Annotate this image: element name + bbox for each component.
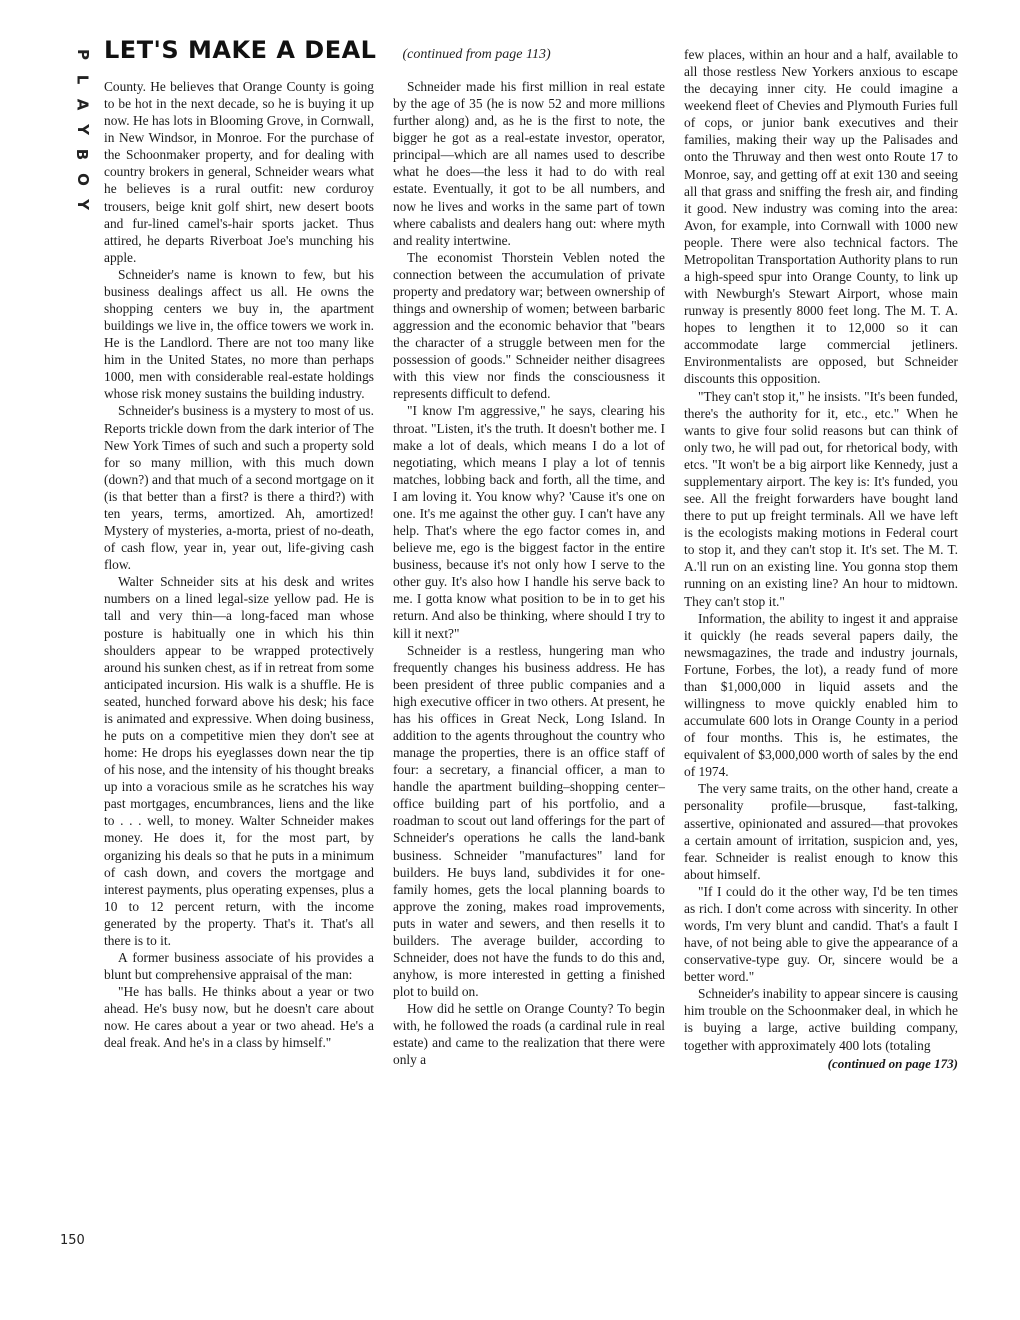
text-column-2 bbox=[393, 78, 665, 1069]
paragraph: A former business associate of his provides a blunt but comprehensive appraisal of the man: bbox=[104, 949, 374, 983]
continued-on-note: (continued on page 173) bbox=[827, 1055, 958, 1071]
paragraph: Schneider is a restless, hungering man who frequently changes his business address. He has been president of three public companies and a high executive officer in two others. At present, he has his offices in Great Neck, Long Island. In addition to the agents throughout the country who manage the properties, there is an office staff of four: a secretary, a financial officer, a man to handle the apartment building–shopping center–office building part of his portfolio, and a roadman to scout out land offerings for the part of Schneider's operations he calls the land-bank business. Schneider "manufactures" land for builders. He buys land, subdivides it for one-family homes, gets the local planning boards to approve the zoning, makes road improvements, puts in water and sewers, and then resells it to builders. The average builder, according to Schneider, does not have the funds to do this and, anyhow, is more interested in getting a finished plot to build on. bbox=[393, 642, 665, 1000]
text-column-1 bbox=[104, 78, 374, 1051]
paragraph: How did he settle on Orange County? To begin with, he followed the roads (a cardinal rule in real estate) and came to the realization that there were only a bbox=[393, 1001, 665, 1068]
brand-letter: P bbox=[73, 49, 92, 60]
text-column-3 bbox=[684, 46, 958, 1072]
paragraph: Schneider's name is known to few, but his business dealings affect us all. He owns the shopping centers we buy in, the apartment buildings we live in, the office towers we work in. He is the Landlord. There are not too many like him in the United States, no more than perhaps 1000, men with considerable real-estate holdings whose risk money sustains the building industry. bbox=[104, 266, 374, 402]
paragraph: Schneider made his first million in real estate by the age of 35 (he is now 52 and more millions further along) and, as he is the first to note, the bigger he got as a real-estate investor, operator, principal—which are all names used to describe what he does—the less it had to do with real estate. Eventually, it got to be all numbers, and now he lives and works in the same part of town where cabalists and dealers hang out: where myth and reality intertwine. bbox=[393, 79, 665, 248]
paragraph: Schneider's business is a mystery to most of us. Reports trickle down from the dark interior of The New York Times of such and such a property sold for so many million, with this much down (down?) and that much of a second mortgage on it (is that better than a first? is there a third?) with ten years, terms, amortized. Ah, amortized! Mystery of mysteries, a-morta, priest of no-death, of cash flow, year in, year out, life-giving cash flow. bbox=[104, 403, 374, 573]
continued-from-note: (continued from page 113) bbox=[402, 47, 551, 62]
paragraph: Walter Schneider sits at his desk and writes numbers on a lined legal-size yellow pad. He is tall and very thin—a long-faced man whose posture is habitually one in which his thin shoulders appear to be wrapped protectively around his sunken chest, as if in retreat from some anticipated incursion. His walk is a shuffle. He is seated, hunched forward above his desk; his face is animated and expressive. When doing business, he puts on a competitive mien they don't see at home: He drops his eyeglasses down near the tip of his nose, and the intensity of his thought breaks up into a voracious smile as he scratches his way past mortgages, encumbrances, liens and the like to . . . well, to money. Walter Schneider makes money. He does it, for the most part, by organizing his deals so that he puts in a minimum of cash down, and covers the mortgage and interest payments, plus operating expenses, plus a 10 to 12 percent return, with the income generated by the property. That's it. That's all there is to it. bbox=[104, 574, 374, 948]
paragraph: "I know I'm aggressive," he says, clearing his throat. "Listen, it's the truth. It doesn't bother me. I make a lot of deals, which means I do a lot of negotiating, which means I play a lot of tennis matches, lobbing back and forth, all the time, and I am loving it. You know why? 'Cause it's one on one. It's me against the other guy. I can't have any help. That's where the ego factor comes in, and believe me, ego is the biggest factor in the entire business, because it's not only how I serve to the other guy. It's also how I handle his serve back to me. I gotta know what position to be in to get his return. And also be thinking, where should I try to kill it next?" bbox=[393, 403, 665, 641]
paragraph: The very same traits, on the other hand, create a personality profile—brusque, fast-talking, assertive, opinionated and assured—that provokes a certain amount of irritation, suspicion and, yes, fear. Schneider is realist enough to know this about himself. bbox=[684, 781, 958, 882]
paragraph: Schneider's inability to appear sincere is causing him trouble on the Schoonmaker deal, in which he is buying a large, active building company, together with approximately 400 lots (totaling bbox=[684, 986, 958, 1053]
brand-letter: Y bbox=[73, 199, 92, 210]
paragraph: "They can't stop it," he insists. "It's been funded, there's the authority for it, etc., etc." When he wants to give four solid reasons but can think of only two, he will pad out, for rhetorical body, with etcs. "It won't be a big airport like Kennedy, just a supplementary airport. The key is: It's funded, you see. All the freight forwarders have bought land there to put up freight terminals. All we have left is the ecologists making motions in Federal court to stop it, and they can't stop it. It's set. The M. T. A.'ll run on an existing line. You gonna stop them running on an existing line? An hour to midtown. They can't stop it." bbox=[684, 388, 958, 609]
brand-letter: A bbox=[73, 98, 92, 111]
brand-letter: Y bbox=[73, 124, 92, 135]
article-title: LET'S MAKE A DEAL bbox=[104, 36, 377, 64]
paragraph: few places, within an hour and a half, available to all those restless New Yorkers anxious to escape the decaying inner city. He could imagine a weekend fleet of Chevies and Plymouth Furies full of cops, or junior bank executives and their families, making their way up the Palisades and onto the Thruway and then west onto Route 17 to Monroe, say, and getting off at exit 130 and seeing all that grass and sniffing the fresh air, and finding it good. New industry was coming into the area: Avon, for example, into Cornwall with 1000 new people. There were also technical factors. The Metropolitan Transportation Authority plans to run a high-speed spur into Orange County, to link up with Newburgh's Stewart Airport, whose main runway is presently 8000 feet long. The M. T. A. hopes to lengthen it to 12,000 so it can accommodate large commercial jetliners. Environmentalists are opposed, but Schneider discounts this opposition. bbox=[684, 47, 958, 387]
page-number: 150 bbox=[60, 1233, 85, 1248]
brand-letter: L bbox=[73, 74, 92, 85]
paragraph: Information, the ability to ingest it and appraise it quickly (he reads several papers daily, the newsmagazines, the trade and industry journals, Fortune, Forbes, the lot), a ready fund of more than $1,000,000 in liquid assets and the willingness to move quickly enabled him to accumulate 600 lots in Orange County in a period of four months. This is, he estimates, the equivalent of $3,000,000 worth of sales by the end of 1974. bbox=[684, 610, 958, 780]
paragraph: The economist Thorstein Veblen noted the connection between the accumulation of private property and predatory war; between ownership of things and ownership of women; between barbaric aggression and the economic behavior that "bears the character of a struggle between men for the possession of goods." Schneider neither disagrees with this view nor finds the consciousness it represents difficult to defend. bbox=[393, 249, 665, 402]
paragraph: "If I could do it the other way, I'd be ten times as rich. I don't come across with sincerity. In other words, I'm very blunt and candid. That's a fault I have, of not being able to give the appearance of a conservative-type guy. Or, sincere would be a better word." bbox=[684, 883, 958, 985]
magazine-vertical-title bbox=[70, 42, 94, 217]
paragraph: County. He believes that Orange County is going to be hot in the next decade, so he is buying it up now. He has lots in Blooming Grove, in Cornwall, in New Windsor, in Monroe. For the purchase of the Schoonmaker property, and for dealing with country brokers in general, Schneider wears what he believes is a rural outfit: new corduroy trousers, beige knit golf shirt, new desert boots and fur-lined camel's-hair sports jacket. Thus attired, he departs Riverboat Joe's munching his apple. bbox=[104, 79, 374, 265]
paragraph: "He has balls. He thinks about a year or two ahead. He's busy now, but he doesn't care about now. He cares about a year or two ahead. He's a deal freak. And he's in a class by himself." bbox=[104, 984, 374, 1051]
article-header bbox=[104, 36, 551, 64]
brand-letter: O bbox=[73, 173, 92, 186]
brand-letter: B bbox=[73, 148, 92, 161]
